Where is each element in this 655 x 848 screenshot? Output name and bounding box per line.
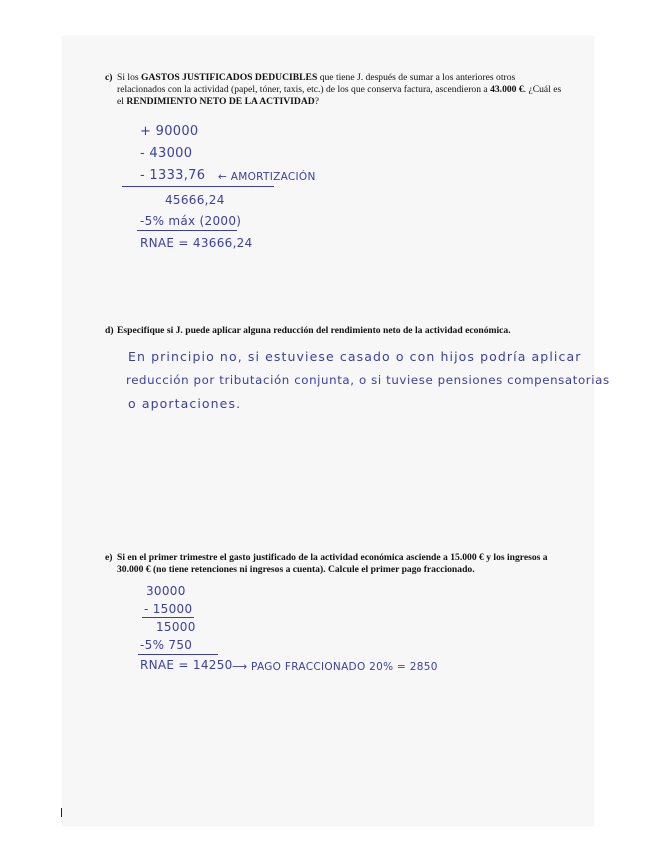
question-c-number: c) <box>105 72 113 83</box>
answer-c-line-3: - 1333,76 <box>140 168 206 183</box>
answer-c-line-5: -5% máx (2000) <box>140 214 242 228</box>
question-c-text-4: ? <box>314 96 319 107</box>
answer-e-line-2: - 15000 <box>144 602 193 616</box>
answer-e-line-3: 15000 <box>156 620 196 634</box>
question-c-text-3: . ¿Cuál es el <box>117 84 562 107</box>
question-c-bold-1: GASTOS JUSTIFICADOS DEDUCIBLES <box>141 72 318 83</box>
answer-c-sum-rule <box>122 186 274 187</box>
answer-e-pago-fraccionado-note: ⟶ PAGO FRACCIONADO 20% = 2850 <box>232 661 438 673</box>
question-c-bold-3: RENDIMIENTO NETO DE LA ACTIVIDAD <box>126 96 315 107</box>
answer-c-reduction-rule <box>137 230 237 231</box>
answer-e-line-5: RNAE = 14250 <box>140 658 233 672</box>
question-c-text-1: Si los <box>117 72 141 83</box>
question-c <box>105 72 563 108</box>
question-e-number: e) <box>105 552 113 563</box>
answer-e-line-1: 30000 <box>146 584 186 598</box>
question-d-text: Especifique si J. puede aplicar alguna reducción del rendimiento neto de la actividad económica. <box>117 325 511 336</box>
answer-c-line-1: + 90000 <box>140 124 199 139</box>
answer-c-line-4: 45666,24 <box>165 193 225 207</box>
answer-e-line-4: -5% 750 <box>140 638 193 652</box>
question-c-text-2: que tiene J. después de sumar a los anteriores otros relacionados con la actividad (papel, tóner, taxis, etc.) de los que conserva factura, ascendieron a <box>117 72 516 95</box>
answer-c-line-2: - 43000 <box>140 146 193 161</box>
question-e <box>105 552 563 576</box>
question-d <box>105 325 563 337</box>
margin-mark <box>61 808 62 817</box>
answer-d-line-3: o aportaciones. <box>128 396 242 411</box>
answer-d-line-2: reducción por tributación conjunta, o si tuviese pensiones compensatorias <box>126 373 610 387</box>
question-e-text: Si en el primer trimestre el gasto justificado de la actividad económica asciende a 15.000 € y los ingresos a 30.000 € (no tiene retenciones ni ingresos a cuenta). Calcule el primer pago fraccionado. <box>117 552 548 575</box>
answer-c-amortizacion-note: ← AMORTIZACIÓN <box>218 171 316 183</box>
question-d-number: d) <box>105 325 114 336</box>
answer-d-line-1: En principio no, si estuviese casado o con hijos podría aplicar <box>128 349 582 364</box>
question-c-bold-2: 43.000 € <box>490 84 524 95</box>
answer-e-reduction-rule <box>138 654 218 655</box>
answer-c-line-6: RNAE = 43666,24 <box>140 236 253 250</box>
answer-e-subtract-rule <box>142 617 194 618</box>
